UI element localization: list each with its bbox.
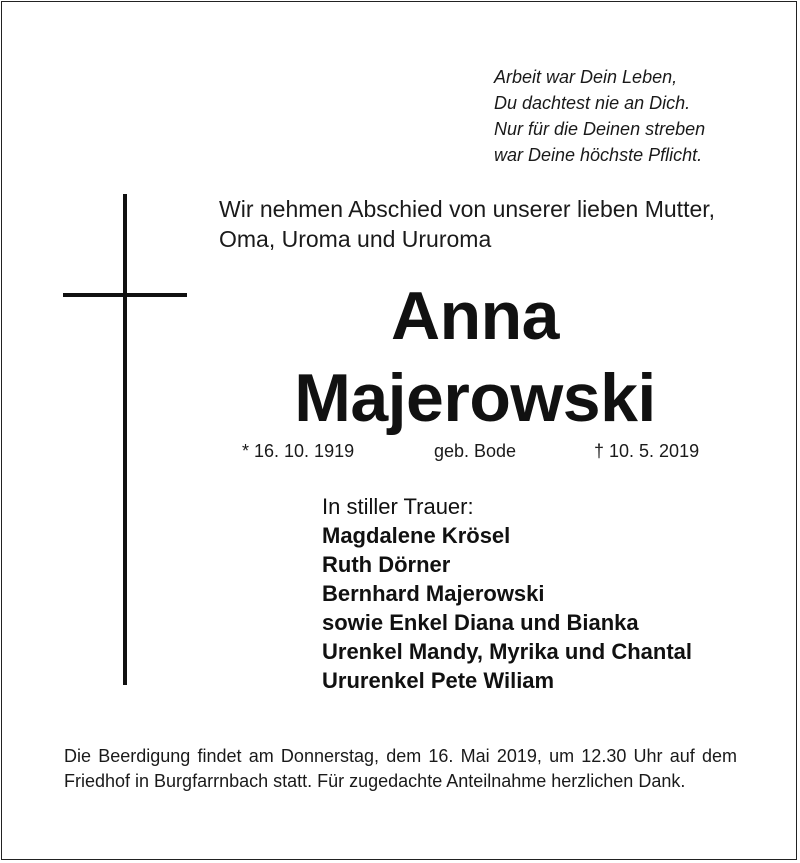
poem-line: war Deine höchste Pflicht. <box>494 145 703 165</box>
mourner-name: Magdalene Krösel <box>322 523 511 548</box>
mourner-name: sowie Enkel Diana und Bianka <box>322 610 639 635</box>
mourners-list <box>322 492 692 695</box>
farewell-intro <box>219 194 715 254</box>
mourner-name: Ruth Dörner <box>322 552 451 577</box>
mourner-name: Ururenkel Pete Wiliam <box>322 668 555 693</box>
intro-line: Wir nehmen Abschied von unserer lieben Mutter, <box>219 196 716 222</box>
intro-line: Oma, Uroma und Ururoma <box>219 226 492 252</box>
cross-vertical-bar <box>123 194 127 685</box>
mourner-name: Bernhard Majerowski <box>322 581 545 606</box>
mourners-heading: In stiller Trauer: <box>322 494 474 519</box>
deceased-first-name: Anna <box>391 278 559 354</box>
poem-line: Du dachtest nie an Dich. <box>494 93 691 113</box>
maiden-name: geb. Bode <box>434 441 517 461</box>
death-date: † 10. 5. 2019 <box>594 441 700 461</box>
poem-line: Arbeit war Dein Leben, <box>494 67 678 87</box>
poem <box>494 64 705 168</box>
poem-line: Nur für die Deinen streben <box>494 119 706 139</box>
funeral-notice: Die Beerdigung findet am Donnerstag, dem 16. Mai 2019, um 12.30 Uhr auf dem Friedhof in Burgfarrnbach statt. Für zugedachte Anteilnahme herzlichen Dank. <box>64 746 737 791</box>
mourner-name: Urenkel Mandy, Myrika und Chantal <box>322 639 693 664</box>
cross-horizontal-bar <box>63 293 187 297</box>
birth-date: * 16. 10. 1919 <box>242 441 355 461</box>
deceased-last-name: Majerowski <box>294 360 656 436</box>
